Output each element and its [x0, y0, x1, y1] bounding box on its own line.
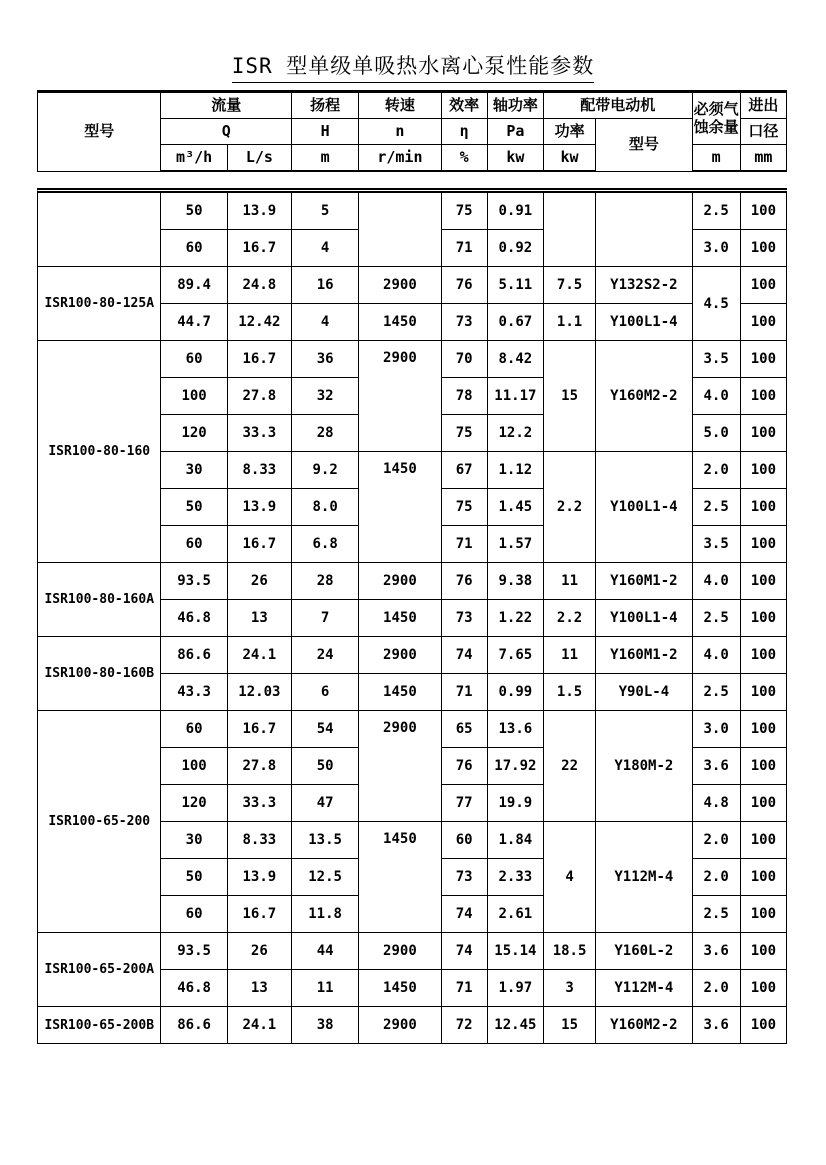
data-cell: 75 — [442, 415, 488, 452]
data-cell: 100 — [741, 452, 787, 489]
data-cell: 2.0 — [693, 970, 741, 1007]
data-cell: 4.8 — [693, 785, 741, 822]
data-cell: 17.92 — [488, 748, 544, 785]
data-cell: 11.8 — [292, 896, 359, 933]
data-cell: 3.0 — [693, 230, 741, 267]
data-cell: 100 — [161, 378, 227, 415]
data-cell: 8.42 — [488, 341, 544, 378]
data-cell: 1450 — [359, 304, 441, 341]
data-cell: 77 — [442, 785, 488, 822]
data-cell: 2.2 — [544, 452, 596, 563]
header-shaft-power-unit: kw — [488, 145, 544, 172]
data-cell: 19.9 — [488, 785, 544, 822]
table-row — [38, 711, 787, 748]
header-efficiency: 效率 — [442, 93, 488, 119]
data-cell: 3 — [544, 970, 596, 1007]
data-cell: Y180M-2 — [596, 711, 692, 822]
header-port-line1: 进出 — [741, 93, 787, 119]
page-title: ISR 型单级单吸热水离心泵性能参数 — [232, 50, 595, 83]
data-cell: 75 — [442, 193, 488, 230]
data-cell: 4.0 — [693, 378, 741, 415]
header-flow-symbol: Q — [161, 119, 292, 145]
data-cell: 6 — [292, 674, 359, 711]
data-cell: 8.33 — [228, 452, 292, 489]
table-row — [38, 267, 787, 304]
data-cell: 60 — [442, 822, 488, 859]
data-cell: 1450 — [359, 600, 441, 637]
data-cell: Y160M2-2 — [596, 1007, 692, 1044]
pump-model-cell: ISR100-80-160 — [38, 341, 161, 563]
header-motor-model: 型号 — [596, 119, 692, 172]
data-cell: 1450 — [359, 674, 441, 711]
pump-model-cell — [38, 193, 161, 267]
data-cell: 38 — [292, 1007, 359, 1044]
data-cell: Y112M-4 — [596, 822, 692, 933]
table-row — [38, 637, 787, 674]
data-cell: 93.5 — [161, 933, 227, 970]
data-cell: 13.5 — [292, 822, 359, 859]
data-cell: 120 — [161, 415, 227, 452]
data-cell: 12.5 — [292, 859, 359, 896]
data-cell: 33.3 — [228, 785, 292, 822]
data-cell: Y100L1-4 — [596, 600, 692, 637]
data-cell: 2900 — [359, 637, 441, 674]
data-cell: 1.12 — [488, 452, 544, 489]
data-cell: 22 — [544, 711, 596, 822]
data-cell: 89.4 — [161, 267, 227, 304]
data-cell: 100 — [161, 748, 227, 785]
data-cell: 18.5 — [544, 933, 596, 970]
data-cell: 2.5 — [693, 600, 741, 637]
data-cell: Y90L-4 — [596, 674, 692, 711]
data-cell: 24 — [292, 637, 359, 674]
data-cell: 12.42 — [228, 304, 292, 341]
data-cell: 100 — [741, 304, 787, 341]
title-wrap — [0, 50, 826, 83]
header-shaft-power-symbol: Pa — [488, 119, 544, 145]
data-cell: 100 — [741, 859, 787, 896]
data-cell: 28 — [292, 563, 359, 600]
table-row — [38, 1007, 787, 1044]
data-cell: 74 — [442, 637, 488, 674]
data-cell: 2900 — [359, 341, 441, 452]
data-cell: 75 — [442, 489, 488, 526]
data-cell: 16.7 — [228, 341, 292, 378]
data-cell: 46.8 — [161, 600, 227, 637]
data-cell: 60 — [161, 711, 227, 748]
data-cell: 71 — [442, 230, 488, 267]
data-cell: 4 — [292, 304, 359, 341]
data-cell: 3.5 — [693, 341, 741, 378]
data-cell: 9.2 — [292, 452, 359, 489]
data-cell: 15 — [544, 341, 596, 452]
data-cell: 100 — [741, 637, 787, 674]
data-cell: 65 — [442, 711, 488, 748]
pump-model-cell: ISR100-80-160A — [38, 563, 161, 637]
data-cell: 5.11 — [488, 267, 544, 304]
data-cell: 1450 — [359, 822, 441, 933]
data-cell: 54 — [292, 711, 359, 748]
data-cell: 100 — [741, 415, 787, 452]
data-cell: 2.5 — [693, 193, 741, 230]
data-cell: 27.8 — [228, 748, 292, 785]
data-cell: 2900 — [359, 933, 441, 970]
data-cell: 16.7 — [228, 896, 292, 933]
data-cell: 44.7 — [161, 304, 227, 341]
data-cell: 60 — [161, 896, 227, 933]
data-cell: 7.5 — [544, 267, 596, 304]
data-cell: 24.8 — [228, 267, 292, 304]
data-cell: Y160M1-2 — [596, 637, 692, 674]
data-cell: 4 — [292, 230, 359, 267]
data-cell: 1.1 — [544, 304, 596, 341]
data-cell: 71 — [442, 526, 488, 563]
data-cell: 74 — [442, 896, 488, 933]
data-cell: Y100L1-4 — [596, 452, 692, 563]
header-table — [37, 90, 787, 172]
data-cell: 8.0 — [292, 489, 359, 526]
data-cell: 60 — [161, 341, 227, 378]
data-cell: 1.5 — [544, 674, 596, 711]
data-cell: 13 — [228, 970, 292, 1007]
header-npsh — [693, 93, 741, 145]
data-cell: 2.61 — [488, 896, 544, 933]
data-cell: 120 — [161, 785, 227, 822]
data-cell: 7.65 — [488, 637, 544, 674]
data-cell: 100 — [741, 933, 787, 970]
data-cell: 5.0 — [693, 415, 741, 452]
data-cell: 28 — [292, 415, 359, 452]
data-cell: 13.9 — [228, 193, 292, 230]
data-cell: 2.0 — [693, 822, 741, 859]
data-cell — [544, 193, 596, 267]
data-cell: 13 — [228, 600, 292, 637]
data-cell: 93.5 — [161, 563, 227, 600]
header-speed: 转速 — [359, 93, 441, 119]
data-cell: 1450 — [359, 452, 441, 563]
data-cell: 43.3 — [161, 674, 227, 711]
data-cell: 100 — [741, 1007, 787, 1044]
pump-model-cell: ISR100-65-200A — [38, 933, 161, 1007]
table-row — [38, 193, 787, 230]
header-motor-power-unit: kw — [544, 145, 596, 172]
data-cell: 50 — [161, 859, 227, 896]
data-cell: 50 — [161, 193, 227, 230]
pump-model-cell: ISR100-65-200 — [38, 711, 161, 933]
data-cell: Y112M-4 — [596, 970, 692, 1007]
header-row-1 — [38, 93, 787, 119]
data-cell: 100 — [741, 341, 787, 378]
data-cell: 46.8 — [161, 970, 227, 1007]
data-cell: 50 — [292, 748, 359, 785]
data-cell: Y160M2-2 — [596, 341, 692, 452]
data-cell: 100 — [741, 193, 787, 230]
data-cell: 100 — [741, 600, 787, 637]
header-motor: 配带电动机 — [544, 93, 693, 119]
data-cell — [596, 193, 692, 267]
data-cell: 76 — [442, 267, 488, 304]
data-cell: 2.5 — [693, 674, 741, 711]
data-cell: 2.5 — [693, 489, 741, 526]
pump-model-cell: ISR100-80-125A — [38, 267, 161, 341]
data-cell: 100 — [741, 563, 787, 600]
header-head-symbol: H — [292, 119, 359, 145]
data-cell: 44 — [292, 933, 359, 970]
header-flow-unit-liters: L/s — [228, 145, 292, 172]
data-cell: Y132S2-2 — [596, 267, 692, 304]
data-cell: 33.3 — [228, 415, 292, 452]
data-cell: 60 — [161, 230, 227, 267]
data-cell: 3.6 — [693, 748, 741, 785]
data-cell: 73 — [442, 859, 488, 896]
data-cell: 12.45 — [488, 1007, 544, 1044]
data-cell: 36 — [292, 341, 359, 378]
data-cell: 13.9 — [228, 489, 292, 526]
header-speed-symbol: n — [359, 119, 441, 145]
data-cell: 1.84 — [488, 822, 544, 859]
data-cell: 16.7 — [228, 230, 292, 267]
data-cell: 50 — [161, 489, 227, 526]
data-cell: 4.5 — [693, 267, 741, 341]
header-head: 扬程 — [292, 93, 359, 119]
data-cell: 11 — [544, 563, 596, 600]
data-cell: 1.57 — [488, 526, 544, 563]
data-table — [37, 188, 787, 1044]
data-cell: 100 — [741, 674, 787, 711]
data-cell: 12.03 — [228, 674, 292, 711]
header-port-unit: mm — [741, 145, 787, 172]
header-speed-unit: r/min — [359, 145, 441, 172]
data-cell: 16 — [292, 267, 359, 304]
data-cell: 100 — [741, 785, 787, 822]
data-cell: Y160M1-2 — [596, 563, 692, 600]
data-cell: 2.2 — [544, 600, 596, 637]
data-cell: 7 — [292, 600, 359, 637]
data-cell: 2900 — [359, 1007, 441, 1044]
header-npsh-line1: 必须气 — [693, 100, 739, 119]
header-npsh-line2: 蚀余量 — [693, 117, 739, 136]
header-motor-power: 功率 — [544, 119, 596, 145]
data-cell: 70 — [442, 341, 488, 378]
data-cell: 12.2 — [488, 415, 544, 452]
data-cell: 24.1 — [228, 1007, 292, 1044]
header-port-line2: 口径 — [741, 119, 787, 145]
data-cell: 86.6 — [161, 637, 227, 674]
data-cell: 71 — [442, 674, 488, 711]
data-cell: Y160L-2 — [596, 933, 692, 970]
data-cell: 100 — [741, 267, 787, 304]
data-cell: 13.6 — [488, 711, 544, 748]
header-npsh-unit: m — [693, 145, 741, 172]
data-cell: 15.14 — [488, 933, 544, 970]
pump-model-cell: ISR100-65-200B — [38, 1007, 161, 1044]
data-cell: 71 — [442, 970, 488, 1007]
header-head-unit: m — [292, 145, 359, 172]
data-cell: 2900 — [359, 563, 441, 600]
data-cell: 16.7 — [228, 711, 292, 748]
data-cell: 60 — [161, 526, 227, 563]
data-cell: 100 — [741, 526, 787, 563]
data-cell — [359, 193, 441, 267]
data-cell: 3.6 — [693, 1007, 741, 1044]
data-cell: 73 — [442, 304, 488, 341]
data-cell: 47 — [292, 785, 359, 822]
header-efficiency-symbol: η — [442, 119, 488, 145]
data-cell: 1.22 — [488, 600, 544, 637]
data-cell: 73 — [442, 600, 488, 637]
data-cell: 0.91 — [488, 193, 544, 230]
data-cell: 100 — [741, 711, 787, 748]
data-cell: 30 — [161, 822, 227, 859]
data-cell: 1.45 — [488, 489, 544, 526]
data-cell: 0.99 — [488, 674, 544, 711]
data-cell: 4.0 — [693, 563, 741, 600]
data-cell: 2900 — [359, 711, 441, 822]
data-cell: 78 — [442, 378, 488, 415]
data-cell: 1450 — [359, 970, 441, 1007]
data-cell: 26 — [228, 933, 292, 970]
data-cell: 9.38 — [488, 563, 544, 600]
data-cell: 27.8 — [228, 378, 292, 415]
data-cell: 76 — [442, 563, 488, 600]
data-cell: 100 — [741, 230, 787, 267]
data-cell: 3.0 — [693, 711, 741, 748]
data-cell: Y100L1-4 — [596, 304, 692, 341]
data-cell: 100 — [741, 822, 787, 859]
pump-model-cell: ISR100-80-160B — [38, 637, 161, 711]
data-cell: 0.92 — [488, 230, 544, 267]
data-cell: 100 — [741, 748, 787, 785]
data-cell: 67 — [442, 452, 488, 489]
data-cell: 11 — [292, 970, 359, 1007]
data-cell: 2.5 — [693, 896, 741, 933]
data-cell: 6.8 — [292, 526, 359, 563]
data-cell: 72 — [442, 1007, 488, 1044]
data-cell: 2.0 — [693, 452, 741, 489]
data-cell: 86.6 — [161, 1007, 227, 1044]
data-cell: 5 — [292, 193, 359, 230]
data-cell: 11 — [544, 637, 596, 674]
data-cell: 16.7 — [228, 526, 292, 563]
data-cell: 2.33 — [488, 859, 544, 896]
data-cell: 15 — [544, 1007, 596, 1044]
header-flow-unit-volume: m³/h — [161, 145, 227, 172]
data-cell: 100 — [741, 489, 787, 526]
table-row — [38, 341, 787, 378]
data-cell: 11.17 — [488, 378, 544, 415]
data-cell: 30 — [161, 452, 227, 489]
data-cell: 2.0 — [693, 859, 741, 896]
data-cell: 32 — [292, 378, 359, 415]
data-cell: 100 — [741, 970, 787, 1007]
data-cell: 8.33 — [228, 822, 292, 859]
data-cell: 4 — [544, 822, 596, 933]
data-cell: 0.67 — [488, 304, 544, 341]
data-cell: 2900 — [359, 267, 441, 304]
data-cell: 3.5 — [693, 526, 741, 563]
data-cell: 26 — [228, 563, 292, 600]
data-cell: 1.97 — [488, 970, 544, 1007]
data-cell: 24.1 — [228, 637, 292, 674]
table-row — [38, 563, 787, 600]
header-efficiency-unit: % — [442, 145, 488, 172]
data-cell: 4.0 — [693, 637, 741, 674]
data-cell: 100 — [741, 378, 787, 415]
data-cell: 3.6 — [693, 933, 741, 970]
data-cell: 13.9 — [228, 859, 292, 896]
header-model: 型号 — [38, 93, 161, 172]
data-cell: 100 — [741, 896, 787, 933]
header-shaft-power: 轴功率 — [488, 93, 544, 119]
data-cell: 74 — [442, 933, 488, 970]
table-row — [38, 933, 787, 970]
data-table-body — [38, 193, 787, 1044]
data-cell: 76 — [442, 748, 488, 785]
header-flow: 流量 — [161, 93, 292, 119]
